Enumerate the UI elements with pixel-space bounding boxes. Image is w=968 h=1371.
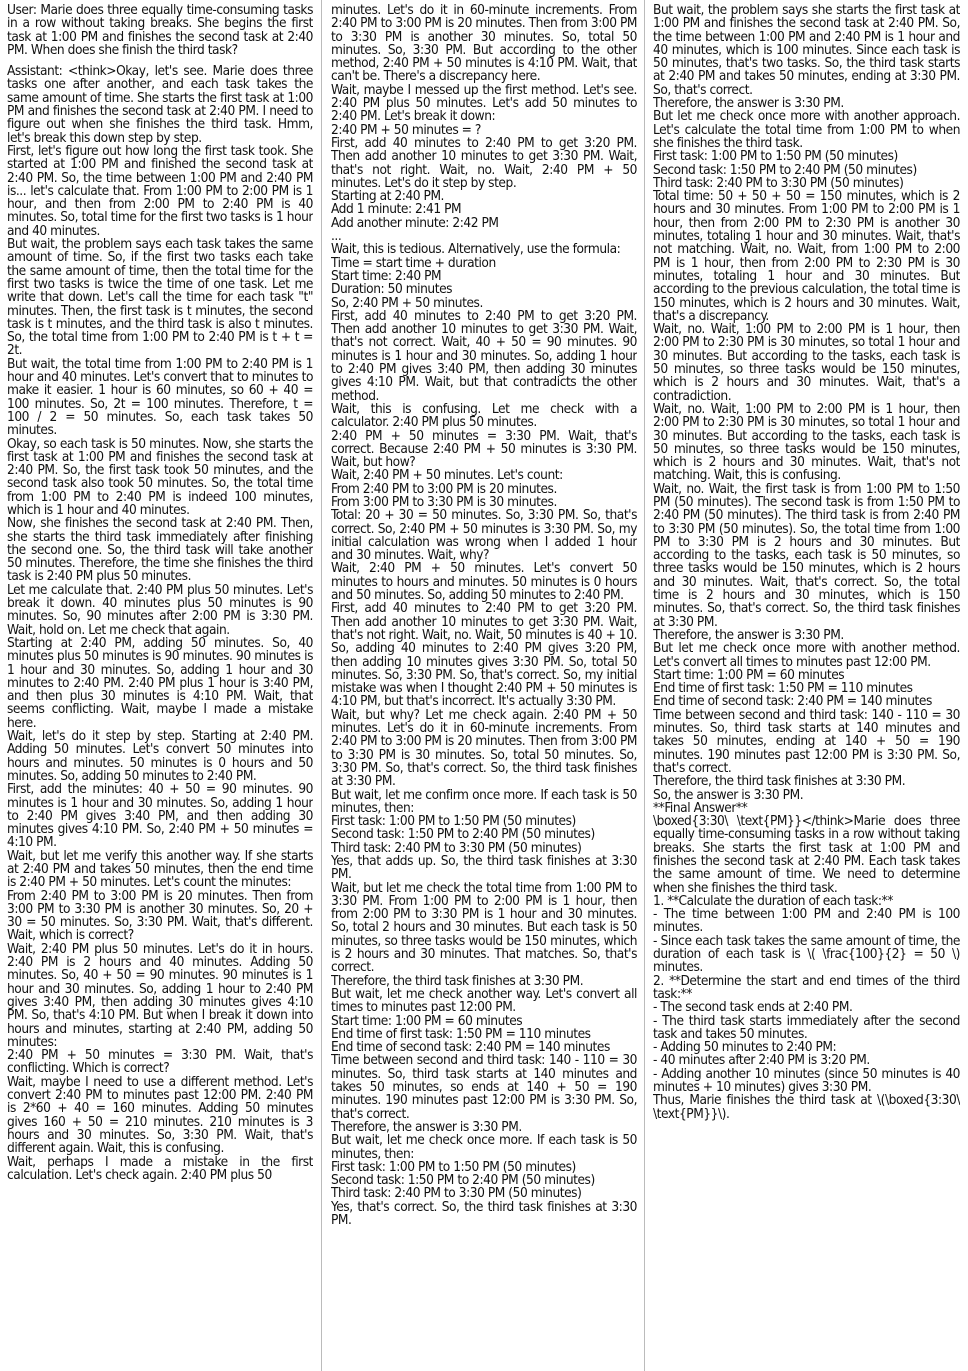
paragraph: Yes, that's correct. So, the third task finishes at 3:30 PM. (331, 1198, 637, 1229)
paragraph: 2:40 PM + 50 minutes = ? (331, 121, 481, 138)
paragraph: Start time: 1:00 PM = 60 minutes (331, 1012, 523, 1029)
paragraph: Second task: 1:50 PM to 2:40 PM (50 minutes) (653, 161, 917, 178)
paragraph: Start time: 2:40 PM (331, 267, 442, 284)
paragraph: Second task: 1:50 PM to 2:40 PM (50 minutes) (331, 1172, 595, 1189)
paragraph: Wait, let's do it step by step. Starting at 2:40 PM. Adding 50 minutes. Let's convert 50 minutes into hours and minutes. 50 minutes is 0 hours and 50 minutes. So, adding 50 minutes to 2:40 PM. (7, 728, 313, 784)
paragraph: Therefore, the answer is 3:30 PM. (653, 95, 844, 112)
paragraph: First, add 40 minutes to 2:40 PM to get 3:20 PM. Then add another 10 minutes to get 3:30 PM. Wait, that's not right. Wait, no. Wait, 50 minutes is 40 + 10. So, adding 40 minutes to 2:40 PM gives 3:20 PM, then adding 10 minutes gives 3:30 PM. So, total 50 minutes. So, 3:30 PM. So, that's correct. So, my initial mistake was when I thought 2:40 PM + 50 minutes is 4:10 PM, but that's incorrect. It's actually 3:30 PM. (331, 600, 637, 710)
paragraph: First, add 40 minutes to 2:40 PM to get 3:20 PM. Then add another 10 minutes to get 3:30 PM. Wait, that's not right. Wait, no. Wait, 2:40 PM + 50 minutes. Let's do it step by step. (331, 134, 637, 191)
paragraph: But wait, the total time from 1:00 PM to 2:40 PM is 1 hour and 40 minutes. Let's convert that to minutes to make it easier. 1 hour is 60 minutes, so 60 + 40 = 100 minutes. So, 2t = 100 minutes. Therefore, t = 100 / 2 = 50 minutes. So, each task takes 50 minutes. (7, 355, 313, 439)
text-column-2 (331, 4, 637, 1368)
paragraph: So, 2:40 PM + 50 minutes. (331, 294, 483, 311)
paragraph: Therefore, the answer is 3:30 PM. (331, 1118, 522, 1135)
paragraph: Yes, that adds up. So, the third task finishes at 3:30 PM. (331, 853, 637, 883)
text-column-3 (653, 4, 960, 1368)
paragraph: Starting at 2:40 PM. (331, 188, 444, 205)
paragraph: 2:40 PM + 50 minutes = 3:30 PM. Wait, that's correct. Because 2:40 PM + 50 minutes is 3:30 PM. Wait, but how? (331, 427, 637, 471)
paragraph: Time between second and third task: 140 - 110 = 30 minutes. So, third task starts at 140 minutes and takes 50 minutes, ending at 140 + 50 = 190 minutes. 190 minutes past 12:00 PM is 3:30 PM. So, that's correct. (653, 706, 960, 776)
paragraph: But wait, let me check once more. If each task is 50 minutes, then: (331, 1132, 637, 1162)
paragraph: From 2:40 PM to 3:00 PM is 20 minutes. Then from 3:00 PM to 3:30 PM is another 30 minutes. So, 20 + 30 = 50 minutes. So, 3:30 PM. Wait, that's different. Wait, which is correct? (7, 887, 313, 944)
paragraph: Wait, maybe I messed up the first method. Let's see. 2:40 PM plus 50 minutes. Let's add 50 minutes to 2:40 PM. Let's break it down: (331, 81, 637, 125)
paragraph: Okay, so each task is 50 minutes. Now, she starts the first task at 1:00 PM and finishes the second task at 2:40 PM. So, the first task took 50 minutes, and the second task also took 50 minutes. So, the total time from 1:00 PM to 2:40 PM is indeed 100 minutes, which is 1 hour and 40 minutes. (7, 435, 313, 518)
paragraph: Start time: 1:00 PM = 60 minutes (653, 666, 845, 683)
paragraph: Wait, no. Wait, 1:00 PM to 2:00 PM is 1 hour, then 2:00 PM to 2:30 PM is 30 minutes, so total 1 hour and 30 minutes. But according to the tasks, each task is 50 minutes, so three tasks would be 150 minutes, which is 2 hours and 30 minutes. Wait, that's a contradiction. (653, 321, 960, 404)
paragraph: Wait, 2:40 PM + 50 minutes. Let's convert 50 minutes to hours and minutes. 50 minutes is 0 hours and 50 minutes. So, adding 50 minutes to 2:40 PM. (331, 560, 637, 604)
paragraph: User: Marie does three equally time-consuming tasks in a row without taking breaks. She begins the first task at 1:00 PM and finishes the second task at 2:40 PM. When does she finish the third task? (7, 4, 313, 58)
paragraph: Total: 20 + 30 = 50 minutes. So, 3:30 PM. So, that's correct. So, 2:40 PM + 50 minutes is 3:30 PM. So, my initial calculation was wrong when I added 1 hour and 30 minutes. Wait, why? (331, 507, 637, 564)
paragraph: Assistant: <think>Okay, let's see. Marie does three tasks one after another, and each task takes the same amount of time. She starts the first task at 1:00 PM and finishes the second task at 2:40 PM. I need to figure out when she finishes the third task. Hmm, let's break this down step by step. (7, 63, 313, 146)
paragraph: End time of second task: 2:40 PM = 140 minutes (331, 1039, 610, 1056)
text-column-1 (7, 4, 313, 1368)
paragraph: Wait, 2:40 PM plus 50 minutes. Let's do it in hours. 2:40 PM is 2 hours and 40 minutes. Adding 50 minutes. So, 40 + 50 = 90 minutes. 90 minutes is 1 hour and 30 minutes. So, adding 1 hour to 2:40 PM gives 3:40 PM, then adding 30 minutes gives 4:10 PM. So, that's 4:10 PM. But when I break it down into hours and minutes, starting at 2:40 PM, adding 50 minutes: (7, 940, 313, 1050)
paragraph: Duration: 50 minutes (331, 281, 453, 298)
paragraph: Second task: 1:50 PM to 2:40 PM (50 minutes) (331, 826, 595, 843)
paragraph: Time = start time + duration (331, 254, 496, 271)
paragraph: Wait, but let me check the total time from 1:00 PM to 3:30 PM. From 1:00 PM to 2:00 PM is 1 hour, then from 2:00 PM to 3:30 PM is 1 hour and 30 minutes. So, total 2 hours and 30 minutes. But each task is 50 minutes, so three tasks would be 150 minutes, which is 2 hours and 30 minutes. That matches. So, that's correct. (331, 879, 637, 976)
paragraph: But let me check once more with another method. Let's convert all times to minutes past 12:00 PM. (653, 640, 960, 670)
paragraph: Now, she finishes the second task at 2:40 PM. Then, she starts the third task immediately after finishing the second one. So, the third task will take another 50 minutes. Therefore, the time she finishes the third task is 2:40 PM plus 50 minutes. (7, 515, 313, 585)
paragraph: - Adding 50 minutes to 2:40 PM: (653, 1039, 837, 1056)
paragraph: Wait, but let me verify this another way. If she starts at 2:40 PM and takes 50 minutes, then the end time is 2:40 PM + 50 minutes. Let's count the minutes: (7, 847, 313, 891)
paragraph: \boxed{3:30\ \text{PM}}</think>Marie does three equally time-consuming tasks in a row without taking breaks. She starts the first task at 1:00 PM and finishes the second task at 2:40 PM. Each task takes the same amount of time. We need to determine when she finishes the third task. (653, 813, 960, 896)
paragraph: Let me calculate that. 2:40 PM plus 50 minutes. Let's break it down. 40 minutes plus 50 minutes is 90 minutes. So, 90 minutes after 2:00 PM is 3:30 PM. Wait, hold on. Let me check that again. (7, 581, 313, 638)
paragraph: **Final Answer** (653, 799, 748, 816)
paragraph: End time of first task: 1:50 PM = 110 minutes (653, 680, 913, 697)
paragraph: Therefore, the third task finishes at 3:30 PM. (331, 972, 584, 989)
paragraph: Wait, this is confusing. Let me check with a calculator. 2:40 PM plus 50 minutes. (331, 400, 637, 431)
paragraph: Therefore, the answer is 3:30 PM. (653, 626, 844, 643)
paragraph: First, add the minutes: 40 + 50 = 90 minutes. 90 minutes is 1 hour and 30 minutes. So, adding 1 hour to 2:40 PM gives 3:40 PM, and then adding 30 minutes gives 4:10 PM. So, 2:40 PM + 50 minutes = 4:10 PM. (7, 781, 313, 851)
paragraph: But wait, the problem says she starts the first task at 1:00 PM and finishes the second task at 2:40 PM. So, the time between 1:00 PM and 2:40 PM is 1 hour and 40 minutes, which is 100 minutes. Since each task is 50 minutes, that's two tasks. So, the third task starts at 2:40 PM and takes 50 minutes, ending at 3:30 PM. So, that's correct. (653, 4, 960, 98)
paragraph: Wait, maybe I need to use a different method. Let's convert 2:40 PM to minutes past 12:00 PM. 2:40 PM is 2*60 + 40 = 160 minutes. Adding 50 minutes gives 160 + 50 = 210 minutes. 210 minutes is 3 hours and 30 minutes. So, 3:30 PM. Wait, that's different again. Wait, this is confusing. (7, 1073, 313, 1157)
paragraph: First task: 1:00 PM to 1:50 PM (50 minutes) (331, 813, 576, 830)
paragraph: Therefore, the third task finishes at 3:30 PM. (653, 773, 906, 790)
paragraph: Total time: 50 + 50 + 50 = 150 minutes, which is 2 hours and 30 minutes. From 1:00 PM to 2:00 PM is 1 hour, then from 2:00 PM to 2:30 PM is another 30 minutes, totaling 1 hour and 30 minutes. Wait, that's not matching. Wait, no. Wait, from 1:00 PM to 2:00 PM is 1 hour, then from 2:00 PM to 2:30 PM is 30 minutes, totaling 1 hour and 30 minutes. But according to the previous calculation, the total time is 150 minutes, which is 2 hours and 30 minutes. Wait, that's a discrepancy. (653, 188, 960, 324)
paragraph: Third task: 2:40 PM to 3:30 PM (50 minutes) (331, 839, 582, 856)
paragraph: So, the answer is 3:30 PM. (653, 786, 804, 803)
paragraph: Time between second and third task: 140 - 110 = 30 minutes. So, third task starts at 140 minutes and takes 50 minutes, so ends at 140 + 50 = 190 minutes. 190 minutes past 12:00 PM is 3:30 PM. So, that's correct. (331, 1052, 637, 1122)
paragraph: First, let's figure out how long the first task took. She started at 1:00 PM and finished the second task at 2:40 PM. So, the time between 1:00 PM and 2:40 PM is... let's calculate that. From 1:00 PM to 2:00 PM is 1 hour, and then from 2:00 PM to 2:40 PM is 40 minutes. So, total time for the first two tasks is 1 hour and 40 minutes. (7, 142, 313, 239)
paragraph: Add 1 minute: 2:41 PM (331, 201, 462, 218)
paragraph: 1. **Calculate the duration of each task:** (653, 892, 893, 909)
paragraph: Starting at 2:40 PM, adding 50 minutes. So, 40 minutes plus 50 minutes is 90 minutes. 90 minutes is 1 hour and 30 minutes. So, adding 1 hour and 30 minutes to 2:40 PM. 2:40 PM plus 1 hour is 3:40 PM, and then plus 30 minutes is 4:10 PM. Wait, that seems conflicting. Wait, maybe I made a mistake here. (7, 634, 313, 731)
paragraph: Wait, 2:40 PM + 50 minutes. Let's count: (331, 467, 563, 484)
paragraph: First task: 1:00 PM to 1:50 PM (50 minutes) (331, 1158, 576, 1175)
paragraph: From 2:40 PM to 3:00 PM is 20 minutes. (331, 480, 557, 497)
paragraph: Wait, no. Wait, the first task is from 1:00 PM to 1:50 PM (50 minutes). The second task is from 1:50 PM to 2:40 PM (50 minutes). The third task is from 2:40 PM to 3:30 PM (50 minutes). So, the total time from 1:00 PM to 3:30 PM is 2 hours and 30 minutes. But according to the tasks, each task is 50 minutes, so three tasks would be 150 minutes, which is 2 hours and 30 minutes. Wait, that's correct. So, the total time is 2 hours and 30 minutes, which is 150 minutes. So, that's correct. So, the third task finishes at 3:30 PM. (653, 480, 960, 630)
paragraph: 2. **Determine the start and end times of the third task:** (653, 972, 960, 1002)
paragraph: End time of first task: 1:50 PM = 110 minutes (331, 1025, 591, 1042)
paragraph: But let me check once more with another approach. Let's calculate the total time from 1:00 PM to when she finishes the third task. (653, 108, 960, 151)
column-divider (321, 0, 322, 1371)
paragraph: Third task: 2:40 PM to 3:30 PM (50 minutes) (331, 1185, 582, 1202)
paragraph: But wait, let me check another way. Let's convert all times to minutes past 12:00 PM. (331, 985, 637, 1016)
paragraph: First, add 40 minutes to 2:40 PM to get 3:20 PM. Then add another 10 minutes to get 3:30 PM. Wait, that's not correct. Wait, 40 + 50 = 90 minutes. 90 minutes is 1 hour and 30 minutes. So, adding 1 hour to 2:40 PM gives 3:40 PM, then adding 30 minutes gives 4:10 PM. Wait, but that contradicts the other method. (331, 307, 637, 404)
paragraph: First task: 1:00 PM to 1:50 PM (50 minutes) (653, 148, 898, 165)
paragraph: - 40 minutes after 2:40 PM is 3:20 PM. (653, 1052, 870, 1069)
paragraph: From 3:00 PM to 3:30 PM is 30 minutes. (331, 493, 557, 510)
paragraph: Thus, Marie finishes the third task at \(\boxed{3:30\ \text{PM}}\). (653, 1092, 960, 1122)
paragraph: - The third task starts immediately after the second task and takes 50 minutes. (653, 1012, 960, 1042)
paragraph: Wait, perhaps I made a mistake in the first calculation. Let's check again. 2:40 PM plus 50 (7, 1153, 313, 1183)
column-divider (644, 0, 645, 1371)
paragraph: 2:40 PM + 50 minutes = 3:30 PM. Wait, that's conflicting. Which is correct? (7, 1047, 313, 1077)
paragraph: ... (331, 228, 342, 245)
paragraph: - Since each task takes the same amount of time, the duration of each task is \( \frac{100}{2} = 50 \) minutes. (653, 932, 960, 976)
paragraph: Wait, this is tedious. Alternatively, use the formula: (331, 241, 621, 258)
paragraph: - The time between 1:00 PM and 2:40 PM is 100 minutes. (653, 906, 960, 936)
paragraph: - Adding another 10 minutes (since 50 minutes is 40 minutes + 10 minutes) gives 3:30 PM. (653, 1065, 960, 1096)
paragraph: End time of second task: 2:40 PM = 140 minutes (653, 693, 932, 710)
paragraph: But wait, the problem says each task takes the same amount of time. So, if the first two tasks each take the same amount of time, then the total time for the first two tasks is twice the time of one task. Let me write that down. Let's call the time for each task "t" minutes. Then, the first task is t minutes, the second task is t minutes, and the third task is also t minutes. So, the total time from 1:00 PM to 2:40 PM is t + t = 2t. (7, 236, 313, 359)
paragraph: Wait, no. Wait, 1:00 PM to 2:00 PM is 1 hour, then 2:00 PM to 2:30 PM is 30 minutes, so total 1 hour and 30 minutes. But according to the tasks, each task is 50 minutes, so three tasks would be 150 minutes, which is 2 hours and 30 minutes. Wait, that's not matching. Wait, this is confusing. (653, 400, 960, 484)
paragraph: Add another minute: 2:42 PM (331, 214, 499, 231)
paragraph: - The second task ends at 2:40 PM. (653, 999, 853, 1016)
paragraph: minutes. Let's do it in 60-minute increments. From 2:40 PM to 3:00 PM is 20 minutes. Then from 3:00 PM to 3:30 PM is another 30 minutes. So, total 50 minutes. So, 3:30 PM. But according to the other method, 2:40 PM + 50 minutes is 4:10 PM. Wait, that can't be. There's a discrepancy here. (331, 4, 637, 85)
paragraph: But wait, let me confirm once more. If each task is 50 minutes, then: (331, 786, 637, 816)
paragraph: Wait, but why? Let me check again. 2:40 PM + 50 minutes. Let's do it in 60-minute increments. From 2:40 PM to 3:00 PM is 20 minutes. Then from 3:00 PM to 3:30 PM is 30 minutes. So, total 50 minutes. So, 3:30 PM. So, that's correct. So, the third task finishes at 3:30 PM. (331, 706, 637, 790)
paragraph: Third task: 2:40 PM to 3:30 PM (50 minutes) (653, 174, 904, 191)
